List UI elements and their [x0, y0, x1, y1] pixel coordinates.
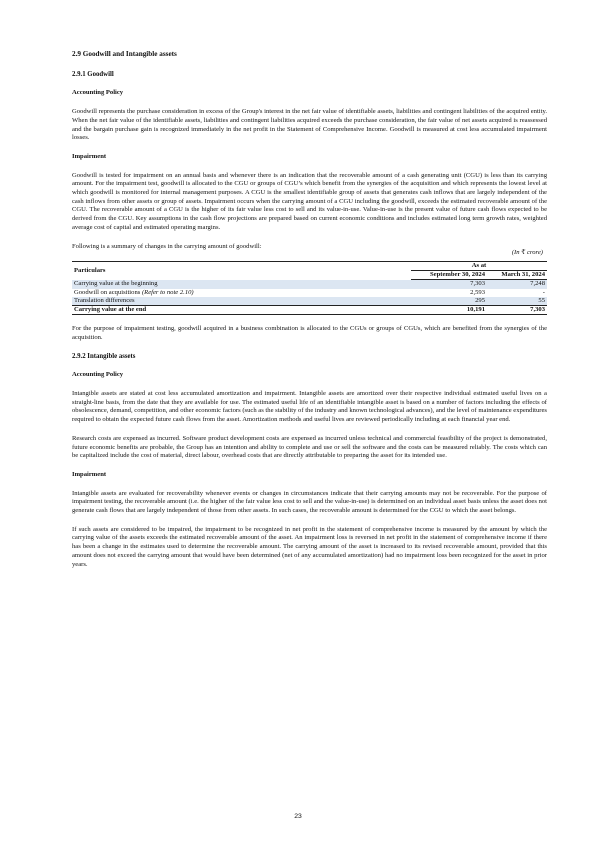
goodwill-policy-text: Goodwill represents the purchase consideration in excess of the Group's interest in the net fair value of identifiable assets, liabilities and contingent liabilities of the acquired entity. When the net fair value of the identifiable assets, liabilities and contingent liabilities acquired exceeds the purchase consideration, the fair value of net assets acquired is reassessed and the bargain purchase gain is recognized immediately in the net profit in the Statement of Comprehensive Income. Goodwill is measured at cost less accumulated impairment losses.: [72, 108, 547, 142]
intangible-policy-para1: Intangible assets are stated at cost less accumulated amortization and impairment. Intangible assets are amortized over their respective individual estimated useful lives on a straight-line basis, from the date that they are available for use. The estimated useful life of an identifiable intangible asset is based on a number of factors including the effects of obsolescence, demand, competition, and other economic factors (such as the stability of the industry and known technological advances), and the level of maintenance expenditures required to obtain the expected future cash flows from the asset. Amortization methods and useful lives are reviewed periodically including at each financial year end.: [72, 389, 547, 424]
goodwill-after-table-text: For the purpose of impairment testing, goodwill acquired in a business combination is allocated to the CGUs or groups of CGUs, which are benefited from the synergies of the acquisition.: [72, 325, 547, 341]
intangible-title: 2.9.2 Intangible assets: [72, 352, 136, 360]
table-row: [72, 297, 547, 306]
row-label: Goodwill on acquisitions: [74, 288, 141, 296]
table-total-row: [72, 305, 547, 314]
table-unit: (In ₹ crore): [511, 249, 543, 257]
col-mar-2024-header: March 31, 2024: [487, 271, 547, 280]
intangible-impairment-para2: If such assets are considered to be impaired, the impairment to be recognized in net profit in the statement of comprehensive income is measured by the amount by which the carrying value of the assets exceeds the estimated recoverable amount of the asset. An impairment loss is reversed in net profit in the statement of comprehensive income if there has been a change in the estimates used to determine the recoverable amount. The carrying amount of the asset is increased to its revised recoverable amount, provided that this amount does not exceed the carrying amount that would have been determined (net of any accumulated amortization) had no impairment loss been recognized for the asset in prior years.: [72, 525, 547, 568]
row-value-sep: 7,303: [411, 280, 487, 289]
note-reference: (Refer to note 2.10): [141, 288, 194, 296]
section-title: 2.9 Goodwill and Intangible assets: [72, 50, 177, 58]
goodwill-table: [72, 261, 547, 315]
total-label: Carrying value at the end: [72, 305, 411, 314]
row-label: Carrying value at the beginning: [72, 280, 411, 289]
row-label-cell: [72, 289, 411, 297]
row-value-mar: 7,248: [487, 280, 547, 289]
row-value-mar: -: [542, 288, 545, 296]
row-label: Translation differences: [72, 297, 411, 306]
goodwill-impairment-heading: Impairment: [72, 152, 107, 160]
row-value-sep: 2,593: [470, 288, 485, 296]
intangible-impairment-para1: Intangible assets are evaluated for recoverability whenever events or changes in circumstances indicate that their carrying amounts may not be recoverable. For the purpose of impairment testing, the recoverable amount (i.e. the higher of the fair value less cost to sell and the value-in-use) is determined on an individual asset basis unless the asset does not generate cash flows that are largely independent of those from other assets. In such cases, the recoverable amount is determined for the CGU to which the asset belongs.: [72, 489, 547, 515]
goodwill-policy-heading: Accounting Policy: [72, 89, 124, 97]
goodwill-summary-intro: Following is a summary of changes in the carrying amount of goodwill:: [72, 242, 262, 250]
as-at-header: As at: [411, 261, 547, 270]
page-number: 23: [294, 813, 302, 820]
table-row: [72, 280, 547, 289]
row-value-sep: 295: [411, 297, 487, 306]
total-value-mar: 7,303: [487, 305, 547, 314]
document-page: [72, 50, 547, 579]
goodwill-impairment-text: Goodwill is tested for impairment on an annual basis and whenever there is an indication that the recoverable amount of a cash generating unit (CGU) is less than its carrying amount. For the impairment test, goodwill is allocated to the CGU or groups of CGU’s which benefit from the synergies of the acquisition and which represents the lowest level at which goodwill is monitored for internal management purposes. A CGU is the smallest identifiable group of assets that generates cash inflows that are largely independent of the cash inflows from other assets or group of assets. Impairment occurs when the carrying amount of a CGU including the goodwill, exceeds the estimated recoverable amount of the CGU. The recoverable amount of a CGU is the higher of its fair value less cost to sell and its value-in-use. Value-in-use is the present value of future cash flows expected to be derived from the CGU. Key assumptions in the cash flow projections are prepared based on current economic conditions and includes estimated long term growth rates, weighted average cost of capital and estimated operating margins.: [72, 171, 547, 231]
intangible-policy-para2: Research costs are expensed as incurred. Software product development costs are expensed as incurred unless technical and commercial feasibility of the project is demonstrated, future economic benefits are probable, the Group has an intention and ability to complete and use or sell the software and the costs can be measured reliably. The costs which can be capitalized include the cost of material, direct labour, overhead costs that are directly attributable to preparing the asset for its intended use.: [72, 434, 547, 460]
table-row: [72, 289, 547, 297]
intangible-policy-heading: Accounting Policy: [72, 371, 124, 379]
total-value-sep: 10,191: [411, 305, 487, 314]
col-sep-2024-header: September 30, 2024: [411, 271, 487, 280]
goodwill-title: 2.9.1 Goodwill: [72, 70, 114, 78]
row-value-mar: 55: [487, 297, 547, 306]
intangible-impairment-heading: Impairment: [72, 470, 107, 478]
particulars-header: Particulars: [72, 261, 411, 279]
